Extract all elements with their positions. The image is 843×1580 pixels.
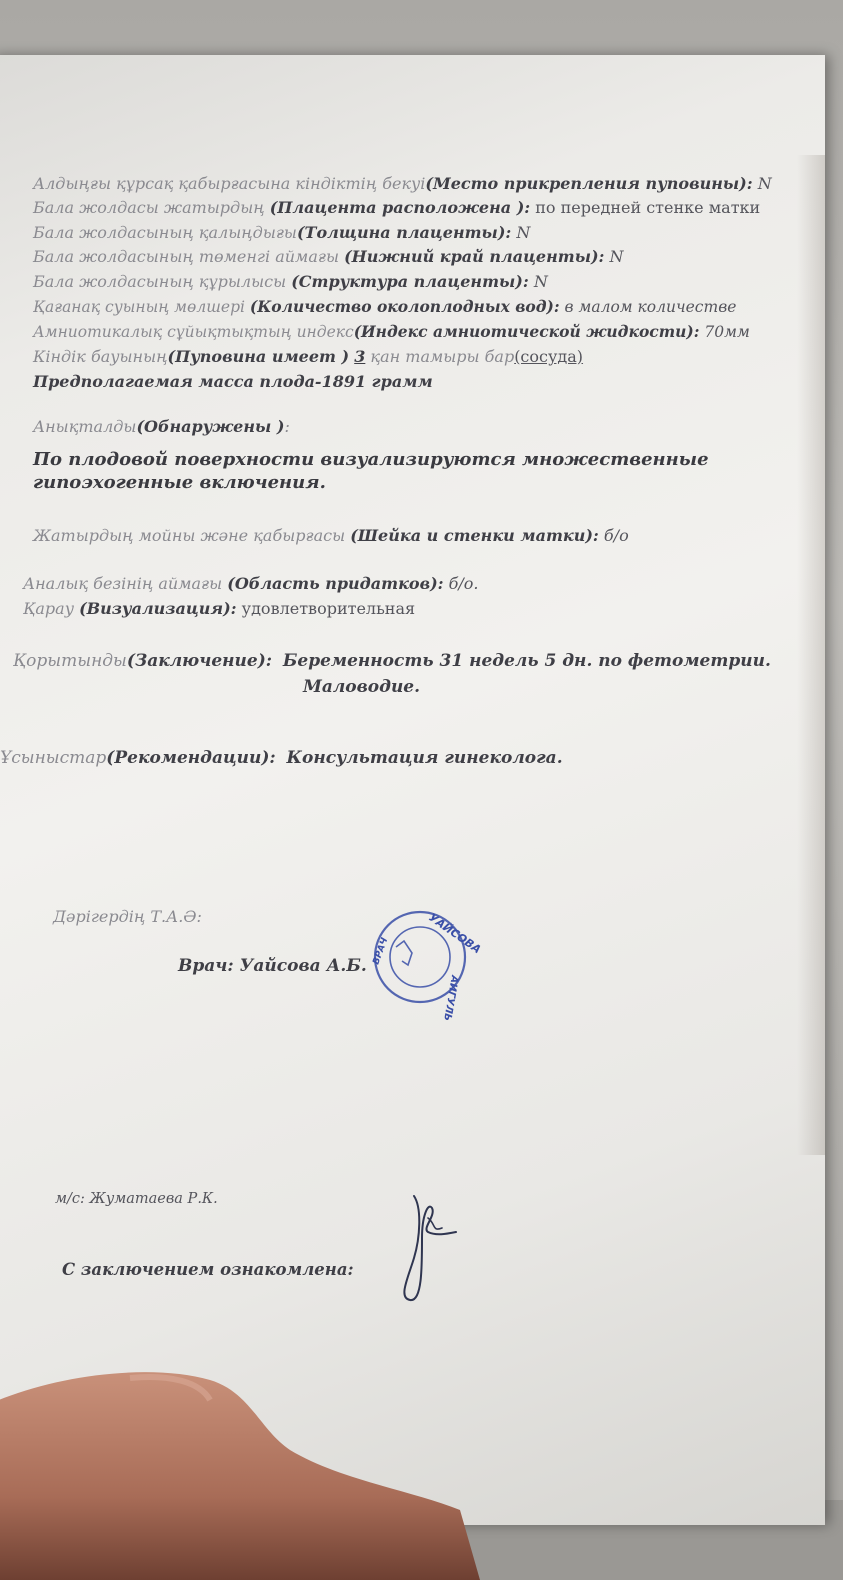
field-value: б/о: [598, 526, 629, 545]
nurse-name: м/с: Жуматаева Р.К.: [55, 1191, 218, 1207]
field-term: (Индекс амниотической жидкости): [353, 322, 694, 341]
field-value: N: [528, 272, 548, 291]
field-sep: :: [522, 272, 529, 291]
acknowledged-label: С заключением ознакомлена:: [62, 1260, 354, 1279]
field-label: Аналық безінің аймағы: [23, 574, 228, 593]
doctor-stamp: [368, 895, 484, 1022]
field-label: Қорытынды: [13, 651, 127, 671]
found-text-line2: гипоэхогенные включения.: [33, 472, 326, 493]
doctor-label: Дәрігердің Т.А.Ә:: [53, 907, 202, 926]
stamp-emblem: [396, 941, 412, 965]
field-umbilical-cord: [33, 346, 583, 368]
field-sep: :: [592, 526, 599, 545]
stamp-text-side: АИГУЛЬ: [441, 974, 460, 1022]
field-sep: :: [553, 297, 560, 316]
recommendations-text: Консультация гинеколога.: [286, 748, 563, 768]
conclusion-line1: [13, 650, 771, 672]
field-value: в малом количестве: [559, 298, 737, 316]
field-value: б/о.: [443, 574, 479, 593]
field-value: N: [752, 174, 772, 193]
stamp-inner-ring: [390, 927, 450, 987]
field-term: (Пуповина имеет ): [167, 347, 350, 366]
field-label: Ұсыныстар: [0, 748, 107, 768]
field-sep: :: [693, 322, 700, 341]
field-term: (Толщина плаценты): [296, 223, 506, 242]
field-term: (Рекомендации): [106, 748, 270, 768]
field-visualization: [23, 598, 415, 620]
patient-signature: [392, 1188, 462, 1303]
fetal-weight: Предполагаемая масса плода-1891 грамм: [33, 372, 433, 391]
field-value: удовлетворительная: [236, 599, 416, 618]
field-label: Бала жолдасының құрылысы: [33, 272, 292, 291]
field-placenta-location: [33, 197, 760, 219]
field-adnexa: [23, 573, 479, 595]
field-sep: :: [598, 247, 605, 266]
field-term: (Количество околоплодных вод): [249, 297, 554, 316]
field-label: Қарау: [23, 599, 80, 618]
vessel-label-kz: қан тамыры бар: [365, 347, 515, 366]
field-sep: :: [437, 574, 444, 593]
vessel-label-ru: (сосуда): [514, 347, 584, 366]
conclusion-line2: Маловодие.: [303, 677, 421, 697]
field-sep: :: [230, 599, 237, 618]
field-amniotic-fluid-index: [33, 321, 750, 343]
found-heading: [33, 416, 290, 438]
field-sep: :: [284, 417, 290, 436]
field-value: по передней стенке матки: [530, 198, 761, 217]
field-term: (Структура плаценты): [291, 272, 523, 291]
field-sep: :: [505, 223, 512, 242]
field-sep: :: [265, 651, 273, 671]
recommendations: [0, 747, 563, 769]
field-term: (Заключение): [126, 651, 266, 671]
doctor-name: Врач: Уайсова А.Б.: [178, 956, 367, 976]
field-term: (Плацента расположена ): [269, 198, 525, 217]
field-label: Алдыңғы құрсақ қабырғасына кіндіктің бекуі: [33, 174, 426, 193]
stamp-text-top: УАЙСОВА: [426, 910, 484, 957]
field-placenta-thickness: [33, 222, 530, 244]
field-label: Бала жолдасының төменгі аймағы: [33, 247, 345, 266]
field-term: (Обнаружены ): [136, 417, 285, 436]
field-label: Жатырдың мойны және қабырғасы: [33, 526, 351, 545]
field-sep: :: [746, 174, 753, 193]
field-placenta-structure: [33, 271, 548, 293]
field-label: Қағанақ суының мөлшері: [33, 298, 250, 316]
conclusion-text: Беременность 31 недель 5 дн. по фетометрии.: [282, 651, 771, 671]
stamp-text-bottom: ВРАЧ: [371, 936, 391, 967]
finger-in-frame: [0, 1360, 480, 1580]
field-term: (Шейка и стенки матки): [350, 526, 593, 545]
field-value: 70мм: [699, 323, 750, 341]
vessel-count: 3: [354, 347, 366, 366]
field-term: (Нижний край плаценты): [344, 247, 599, 266]
found-text-line1: По плодовой поверхности визуализируются множественные: [33, 449, 709, 470]
field-cervix-walls: [33, 525, 629, 547]
field-value: N: [604, 247, 624, 266]
field-label: Анықталды: [33, 417, 137, 436]
field-cord-attachment: [33, 173, 772, 195]
field-term: (Визуализация): [79, 599, 231, 618]
field-label: Кіндік бауының: [33, 347, 168, 366]
field-amniotic-fluid-amount: [33, 296, 736, 318]
field-label: Амниотикалық сұйықтықтың индекс: [33, 323, 354, 341]
field-value: N: [511, 223, 531, 242]
field-label: Бала жолдасының қалыңдығы: [33, 223, 297, 242]
field-sep: :: [524, 198, 531, 217]
field-label: Бала жолдасы жатырдың: [33, 198, 270, 217]
field-placenta-lower-edge: [33, 246, 624, 268]
field-sep: :: [269, 748, 276, 768]
field-term: (Область придатков): [227, 574, 438, 593]
field-term: (Место прикрепления пуповины): [425, 174, 747, 193]
